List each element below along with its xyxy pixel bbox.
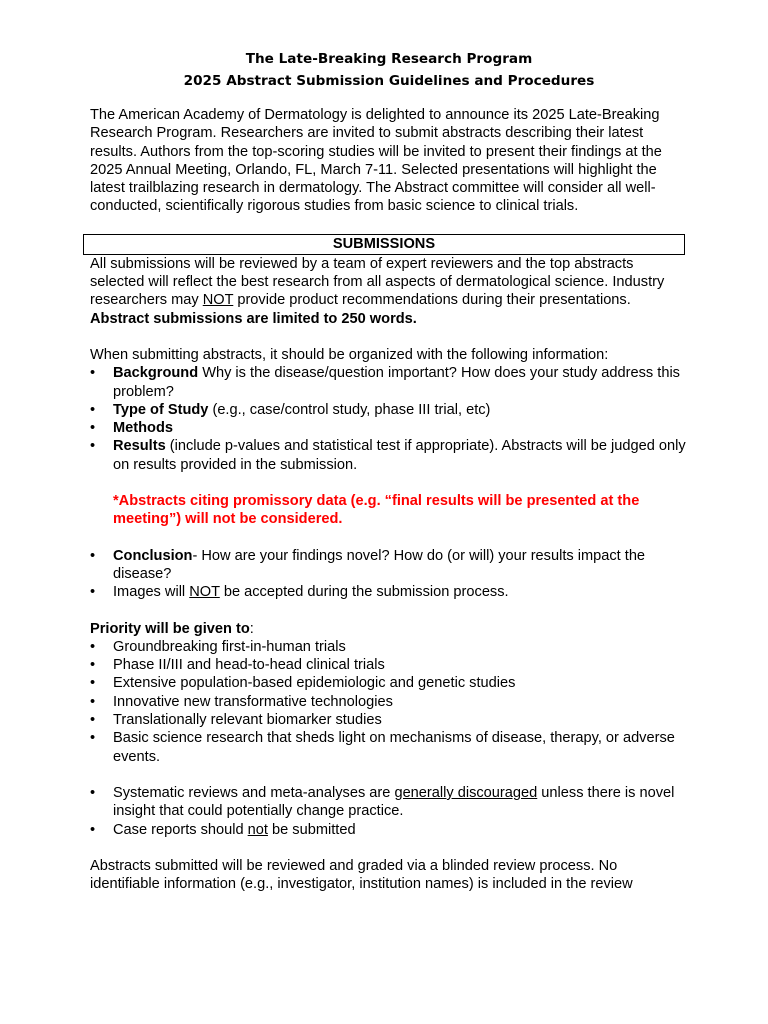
bullet: • xyxy=(90,730,96,747)
list-item xyxy=(90,729,688,766)
bullet: • xyxy=(90,638,96,655)
submissions-paragraph xyxy=(90,255,688,328)
priority-label-suffix: : xyxy=(249,620,254,637)
list-item xyxy=(90,821,688,839)
list-item-text: Basic science research that sheds light on mechanisms of disease, therapy, or adverse events. xyxy=(113,730,675,765)
list-item-label: Results xyxy=(113,438,166,455)
bullet: • xyxy=(90,693,96,710)
bullet: • xyxy=(90,784,96,801)
bullet: • xyxy=(90,401,96,418)
list-item-text: - How are your findings novel? How do (or will) your results impact the disease? xyxy=(113,547,646,582)
list-item xyxy=(90,784,688,821)
discouraged-list xyxy=(90,784,688,839)
bullet: • xyxy=(90,438,96,455)
case-text-b: be submitted xyxy=(267,821,356,838)
list-item xyxy=(90,547,688,584)
document-title-line-1: The Late-Breaking Research Program xyxy=(245,51,533,67)
images-not: NOT xyxy=(189,584,220,601)
images-text-a: Images will xyxy=(113,584,190,601)
bullet: • xyxy=(90,420,96,437)
list-item xyxy=(90,583,688,601)
promissory-data-warning: *Abstracts citing promissory data (e.g. “final results will be presented at the meeting”) will not be considered. xyxy=(113,493,640,528)
list-item-text: Why is the disease/question important? How does your study address this problem? xyxy=(113,365,680,400)
list-item-text: Innovative new transformative technologies xyxy=(113,693,393,710)
list-item-text: Extensive population-based epidemiologic and genetic studies xyxy=(113,675,516,692)
list-item-text: Groundbreaking first-in-human trials xyxy=(113,638,346,655)
list-item-label: Conclusion xyxy=(113,547,193,564)
list-item xyxy=(90,656,688,674)
list-item xyxy=(90,674,688,692)
priority-heading xyxy=(90,620,688,638)
document-title-line-2: 2025 Abstract Submission Guidelines and Procedures xyxy=(183,73,595,89)
list-item-text: Translationally relevant biomarker studies xyxy=(113,712,382,729)
case-text-a: Case reports should xyxy=(113,821,248,838)
review-paragraph: Abstracts submitted will be reviewed and graded via a blinded review process. No identifiable information (e.g., investigator, institution names) is included in the review xyxy=(90,857,633,893)
bullet: • xyxy=(90,675,96,692)
systematic-underlined: generally discouraged xyxy=(394,784,538,801)
list-item-text: (e.g., case/control study, phase III trial, etc) xyxy=(208,401,491,418)
bullet: • xyxy=(90,365,96,382)
priority-label: Priority will be given to xyxy=(90,620,250,637)
submissions-heading: SUBMISSIONS xyxy=(83,234,685,255)
case-underlined: not xyxy=(247,821,268,838)
bullet: • xyxy=(90,547,96,564)
bullet: • xyxy=(90,584,96,601)
abstract-structure-list xyxy=(90,364,688,474)
systematic-text-b: unless there is novel insight that could potentially change practice. xyxy=(113,784,675,820)
list-item xyxy=(90,638,688,656)
bullet: • xyxy=(90,821,96,838)
submissions-text-a: All submissions will be reviewed by a team of expert reviewers and the top abstracts selected will reflect the best research from all aspects of dermatological science. Industry researchers may xyxy=(90,255,665,309)
submissions-text-b: provide product recommendations during their presentations. xyxy=(233,292,631,309)
submissions-not: NOT xyxy=(202,292,234,309)
word-limit-note: Abstract submissions are limited to 250 words. xyxy=(90,310,417,327)
list-item xyxy=(90,419,688,437)
list-item-text: (include p-values and statistical test if appropriate). Abstracts will be judged only on results provided in the submission. xyxy=(113,438,686,473)
list-item xyxy=(90,711,688,729)
bullet: • xyxy=(90,712,96,729)
list-item-text: Phase II/III and head-to-head clinical trials xyxy=(113,657,385,674)
intro-paragraph: The American Academy of Dermatology is delighted to announce its 2025 Late-Breaking Research Program. Researchers are invited to submit abstracts describing their latest results. Authors from the top-scoring studies will be invited to present their findings at the 2025 Annual Meeting, Orlando, FL, March 7-11. Selected presentations will highlight the latest trailblazing research in dermatology. The Abstract committee will consider all well-conducted, scientifically rigorous studies from basic science to clinical trials. xyxy=(90,107,662,215)
organize-intro: When submitting abstracts, it should be organized with the following information: xyxy=(90,346,609,363)
list-item-label: Background xyxy=(113,365,199,382)
conclusion-list xyxy=(90,547,688,602)
list-item xyxy=(90,364,688,401)
list-item xyxy=(90,401,688,419)
list-item-label: Methods xyxy=(113,420,173,437)
systematic-text-a: Systematic reviews and meta-analyses are xyxy=(113,784,395,801)
priority-list xyxy=(90,638,688,766)
list-item xyxy=(90,437,688,474)
document-page xyxy=(90,48,688,893)
bullet: • xyxy=(90,657,96,674)
images-text-b: be accepted during the submission process. xyxy=(219,584,509,601)
list-item xyxy=(90,693,688,711)
list-item-label: Type of Study xyxy=(113,401,209,418)
